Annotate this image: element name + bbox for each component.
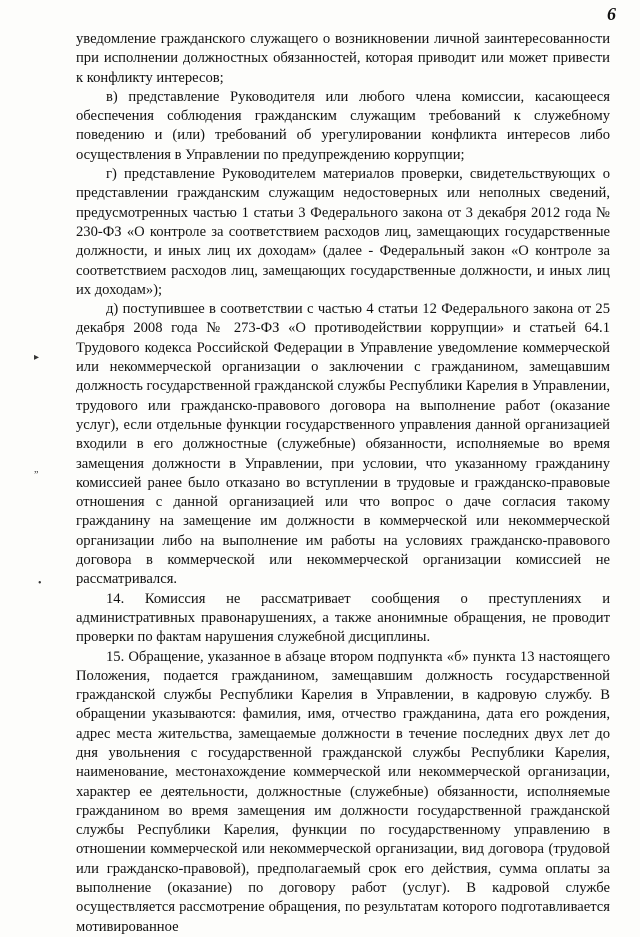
margin-mark: • (38, 578, 42, 589)
paragraph-item-v: в) представление Руководителя или любого члена комиссии, касающееся обеспечения соблюдения гражданским служащим требований к служебному поведению и (или) требований об урегулировании конфликта интересов либо осуществления в Управлении по предупреждению коррупции; (76, 88, 610, 163)
margin-mark: ▸ (34, 352, 40, 363)
document-body (76, 30, 610, 937)
paragraph-item-d: д) поступившее в соответствии с частью 4 статьи 12 Федерального закона от 25 декабря 2008 года № 273-ФЗ «О противодействии коррупции» и статьей 64.1 Трудового кодекса Российской Федерации в Управление уведомление коммерческой или некоммерческой организации о заключении с гражданином, замещавшим должность государственной гражданской службы Республики Карелия в Управлении, трудового или гражданско-правового договора на выполнение работ (оказание услуг), если отдельные функции государственного управления данной организацией входили в его должностные (служебные) обязанности, исполняемые во время замещения должности в Управлении, при условии, что указанному гражданину комиссией ранее было отказано во вступлении в трудовые и гражданско-правовые отношения с данной организацией или что вопрос о даче согласия такому гражданину на замещение им должности в коммерческой или некоммерческой организации либо на выполнение им работы на условиях гражданско-правового договора в коммерческой или некоммерческой организации комиссией не рассматривался. (76, 301, 610, 588)
margin-mark: ” (34, 470, 39, 481)
paragraph-item-g: г) представление Руководителем материалов проверки, свидетельствующих о представлении гражданским служащим недостоверных или неполных сведений, предусмотренных частью 1 статьи 3 Федерального закона от 3 декабря 2012 года № 230-ФЗ «О контроле за соответствием расходов лиц, замещающих государственные должности, и иных лиц их доходам» (далее - Федеральный закон «О контроле за соответствием расходов лиц, замещающих государственные должности, и иных лиц их доходам»); (76, 166, 610, 298)
paragraph-15: 15. Обращение, указанное в абзаце втором подпункта «б» пункта 13 настоящего Положения, подается гражданином, замещавшим должность государственной гражданской службы Республики Карелия в Управлении, в кадровую службу. В обращении указываются: фамилия, имя, отчество гражданина, дата его рождения, адрес места жительства, замещаемые должности в течение последних двух лет до дня увольнения с государственной гражданской службы Республики Карелия, наименование, местонахождение коммерческой или некоммерческой организации, характер ее деятельности, должностные (служебные) обязанности, исполняемые гражданином во время замещения им должности государственной гражданской службы Республики Карелия, функции по государственному управлению в отношении коммерческой или некоммерческой организации, вид договора (трудовой или гражданско-правовой), предполагаемый срок его действия, сумма оплаты за выполнение (оказание) по договору работ (услуг). В кадровой службе осуществляется рассмотрение обращения, по результатам которого подготавливается мотивированное (76, 648, 610, 935)
page-number: 6 (607, 4, 616, 24)
paragraph-continuation: уведомление гражданского служащего о возникновении личной заинтересованности при исполнении должностных обязанностей, которая приводит или может привести к конфликту интересов; (76, 31, 610, 86)
paragraph-14: 14. Комиссия не рассматривает сообщения о преступлениях и административных правонарушениях, а также анонимные обращения, не проводит проверки по фактам нарушения служебной дисциплины. (76, 590, 610, 646)
